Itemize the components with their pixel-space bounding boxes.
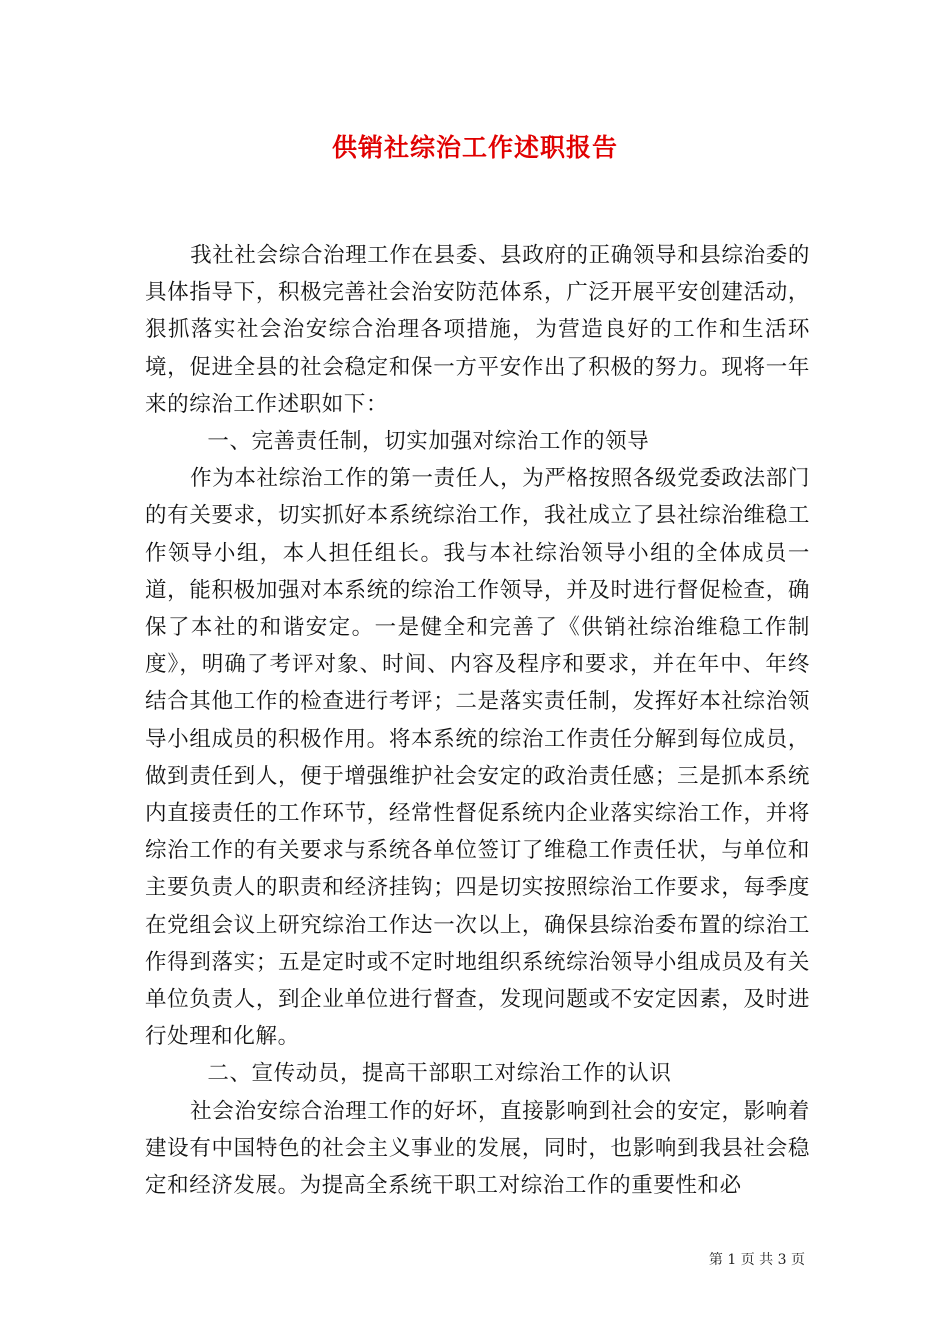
paragraph-section-2: 社会治安综合治理工作的好坏，直接影响到社会的安定，影响着建设有中国特色的社会主义事业的发展，同时，也影响到我县社会稳定和经济发展。为提高全系统干职工对综治工作的重要性和必	[145, 1098, 810, 1199]
page-number: 第 1 页 共 3 页	[708, 1252, 805, 1268]
paragraph-section-1: 作为本社综治工作的第一责任人，为严格按照各级党委政法部门的有关要求，切实抓好本系统综治工作，我社成立了县社综治维稳工作领导小组，本人担任组长。我与本社综治领导小组的全体成员一道，能积极加强对本系统的综治工作领导，并及时进行督促检查，确保了本社的和谐安定。一是健全和完善了《供销社综治维稳工作制度》，明确了考评对象、时间、内容及程序和要求，并在年中、年终结合其他工作的检查进行考评；二是落实责任制，发挥好本社综治领导小组成员的积极作用。将本系统的综治工作责任分解到每位成员，做到责任到人，便于增强维护社会安定的政治责任感；三是抓本系统内直接责任的工作环节，经常性督促系统内企业落实综治工作，并将综治工作的有关要求与系统各单位签订了维稳工作责任状，与单位和主要负责人的职责和经济挂钩；四是切实按照综治工作要求，每季度在党组会议上研究综治工作达一次以上，确保县综治委布置的综治工作得到落实；五是定时或不定时地组织系统综治领导小组成员及有关单位负责人，到企业单位进行督查，发现问题或不安定因素，及时进行处理和化解。	[145, 466, 810, 1050]
section-heading-1: 一、完善责任制，切实加强对综治工作的领导	[207, 429, 650, 455]
document-title: 供销社综治工作述职报告	[331, 133, 618, 162]
document-body	[145, 237, 810, 1204]
paragraph-intro: 我社社会综合治理工作在县委、县政府的正确领导和县综治委的具体指导下，积极完善社会治安防范体系，广泛开展平安创建活动，狠抓落实社会治安综合治理各项措施，为营造良好的工作和生活环境，促进全县的社会稳定和保一方平安作出了积极的努力。现将一年来的综治工作述职如下：	[145, 243, 810, 417]
section-heading-2: 二、宣传动员，提高干部职工对综治工作的认识	[207, 1061, 672, 1087]
